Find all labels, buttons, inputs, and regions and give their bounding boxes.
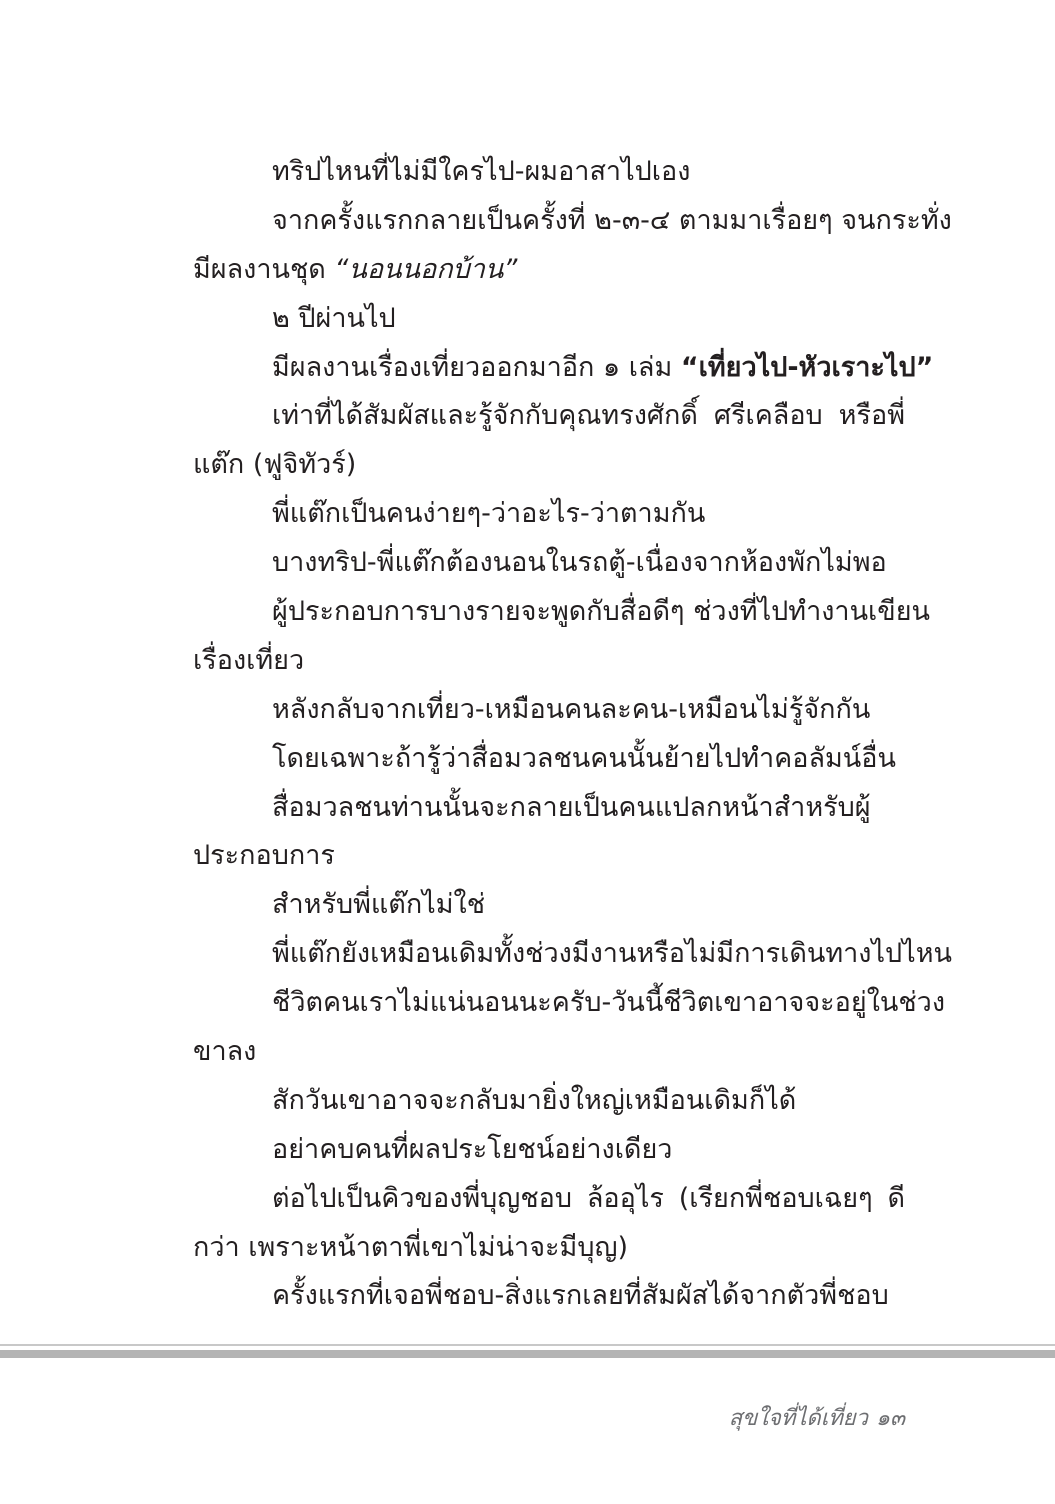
text-line: บางทริป-พี่แต๊กต้องนอนในรถตู้-เนื่องจากห้องพักไม่พอ	[272, 547, 887, 579]
page-footer	[729, 1400, 905, 1435]
text-line: เท่าที่ได้สัมผัสและรู้จักกับคุณทรงศักดิ์ ศรีเคลือบ หรือพี่	[272, 400, 905, 432]
page-number: ๑๓	[875, 1406, 905, 1431]
text-line	[193, 344, 934, 393]
text-line: พี่แต๊กยังเหมือนเดิมทั้งช่วงมีงานหรือไม่มีการเดินทางไปไหน	[272, 938, 953, 970]
text-line: ชีวิตคนเราไม่แน่นอนนะครับ-วันนี้ชีวิตเขาอาจจะอยู่ในช่วง	[272, 987, 946, 1019]
text-line: ทริปไหนที่ไม่มีใครไป-ผมอาสาไปเอง	[272, 156, 691, 187]
text-line: ผู้ประกอบการบางรายจะพูดกับสื่อดีๆ ช่วงที่ไปทำงานเขียน	[272, 596, 931, 628]
text-line: เรื่องเที่ยว	[193, 644, 305, 676]
text-line: ครั้งแรกที่เจอพี่ชอบ-สิ่งแรกเลยที่สัมผัสได้จากตัวพี่ชอบ	[272, 1280, 889, 1312]
text-line: ขาลง	[193, 1036, 257, 1068]
text-line: โดยเฉพาะถ้ารู้ว่าสื่อมวลชนคนนั้นย้ายไปทำคอลัมน์อื่น	[272, 742, 896, 774]
footer-divider-thin	[0, 1344, 1055, 1346]
text-line	[193, 246, 905, 295]
text-line: อย่าคบคนที่ผลประโยชน์อย่างเดียว	[272, 1133, 673, 1165]
text-line: ๒ ปีผ่านไป	[272, 302, 396, 334]
series-title: “นอนนอกบ้าน”	[334, 253, 518, 285]
text-line: พี่แต๊กเป็นคนง่ายๆ-ว่าอะไร-ว่าตามกัน	[272, 498, 706, 530]
text-line: สื่อมวลชนท่านนั้นจะกลายเป็นคนแปลกหน้าสำหรับผู้	[272, 791, 871, 823]
text-line: จากครั้งแรกกลายเป็นครั้งที่ ๒-๓-๔ ตามมาเรื่อยๆ จนกระทั่ง	[272, 204, 952, 236]
text-line: สำหรับพี่แต๊กไม่ใช่	[272, 889, 486, 921]
text-line: หลังกลับจากเที่ยว-เหมือนคนละคน-เหมือนไม่รู้จักกัน	[272, 693, 871, 725]
text-span: มีผลงานชุด	[193, 253, 335, 285]
text-line: สักวันเขาอาจจะกลับมายิ่งใหญ่เหมือนเดิมก็ได้	[272, 1084, 797, 1116]
footer-divider-thick	[0, 1350, 1055, 1358]
text-line: ต่อไปเป็นคิวของพี่บุญชอบ ล้ออุไร (เรียกพี่ชอบเฉยๆ ดี	[272, 1182, 905, 1214]
body-text	[193, 148, 953, 1321]
text-line: แต๊ก (ฟูจิทัวร์)	[193, 449, 357, 481]
text-span: มีผลงานเรื่องเที่ยวออกมาอีก ๑ เล่ม	[272, 351, 681, 383]
running-title: สุขใจที่ได้เที่ยว	[728, 1406, 868, 1431]
text-line: ประกอบการ	[193, 840, 335, 872]
text-line: กว่า เพราะหน้าตาพี่เขาไม่น่าจะมีบุญ)	[193, 1231, 628, 1263]
book-title: “เที่ยวไป-หัวเราะไป”	[680, 351, 934, 383]
